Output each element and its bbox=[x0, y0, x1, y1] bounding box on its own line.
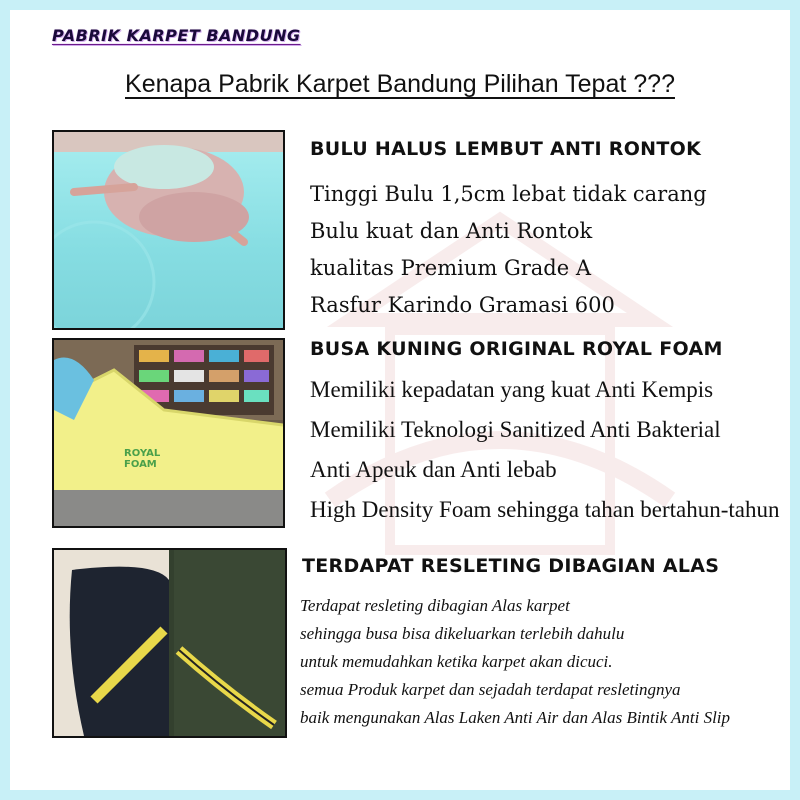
zipper-line-3: untuk memudahkan ketika karpet akan dicuci. bbox=[300, 652, 613, 671]
zipper-line-4: semua Produk karpet dan sejadah terdapat resletingnya bbox=[300, 680, 681, 699]
foam-brand-label: ROYAL FOAM bbox=[124, 448, 161, 470]
foam-icon bbox=[54, 340, 283, 526]
fur-line-4: Rasfur Karindo Gramasi 600 bbox=[310, 293, 615, 317]
foam-line-3: Anti Apeuk dan Anti lebab bbox=[310, 457, 557, 482]
photo-zipper bbox=[52, 548, 287, 738]
section-title-zipper: TERDAPAT RESLETING DIBAGIAN ALAS bbox=[302, 555, 720, 577]
photo-foam bbox=[52, 338, 285, 528]
section-lines-zipper bbox=[300, 592, 730, 732]
zipper-line-5: baik mengunakan Alas Laken Anti Air dan Alas Bintik Anti Slip bbox=[300, 708, 731, 727]
fur-line-3: kualitas Premium Grade A bbox=[310, 256, 591, 280]
section-lines-foam bbox=[310, 370, 779, 530]
headline: Kenapa Pabrik Karpet Bandung Pilihan Tepat ??? bbox=[125, 70, 675, 98]
person-on-carpet-icon bbox=[54, 132, 283, 328]
zipper-icon bbox=[54, 550, 285, 736]
fur-line-2: Bulu kuat dan Anti Rontok bbox=[310, 219, 593, 243]
section-title-foam: BUSA KUNING ORIGINAL ROYAL FOAM bbox=[310, 338, 723, 360]
foam-line-4: High Density Foam sehingga tahan bertahun-tahun bbox=[310, 497, 780, 522]
photo-carpet bbox=[52, 130, 285, 330]
section-title-fur: BULU HALUS LEMBUT ANTI RONTOK bbox=[310, 138, 702, 160]
zipper-line-2: sehingga busa bisa dikeluarkan terlebih dahulu bbox=[300, 624, 625, 643]
fur-line-1: Tinggi Bulu 1,5cm lebat tidak carang bbox=[310, 182, 707, 206]
section-lines-fur bbox=[310, 176, 707, 324]
foam-line-1: Memiliki kepadatan yang kuat Anti Kempis bbox=[310, 377, 714, 402]
zipper-line-1: Terdapat resleting dibagian Alas karpet bbox=[300, 596, 570, 615]
foam-line-2: Memiliki Teknologi Sanitized Anti Bakterial bbox=[310, 417, 721, 442]
brand-logo-text: PABRIK KARPET BANDUNG bbox=[52, 26, 301, 45]
